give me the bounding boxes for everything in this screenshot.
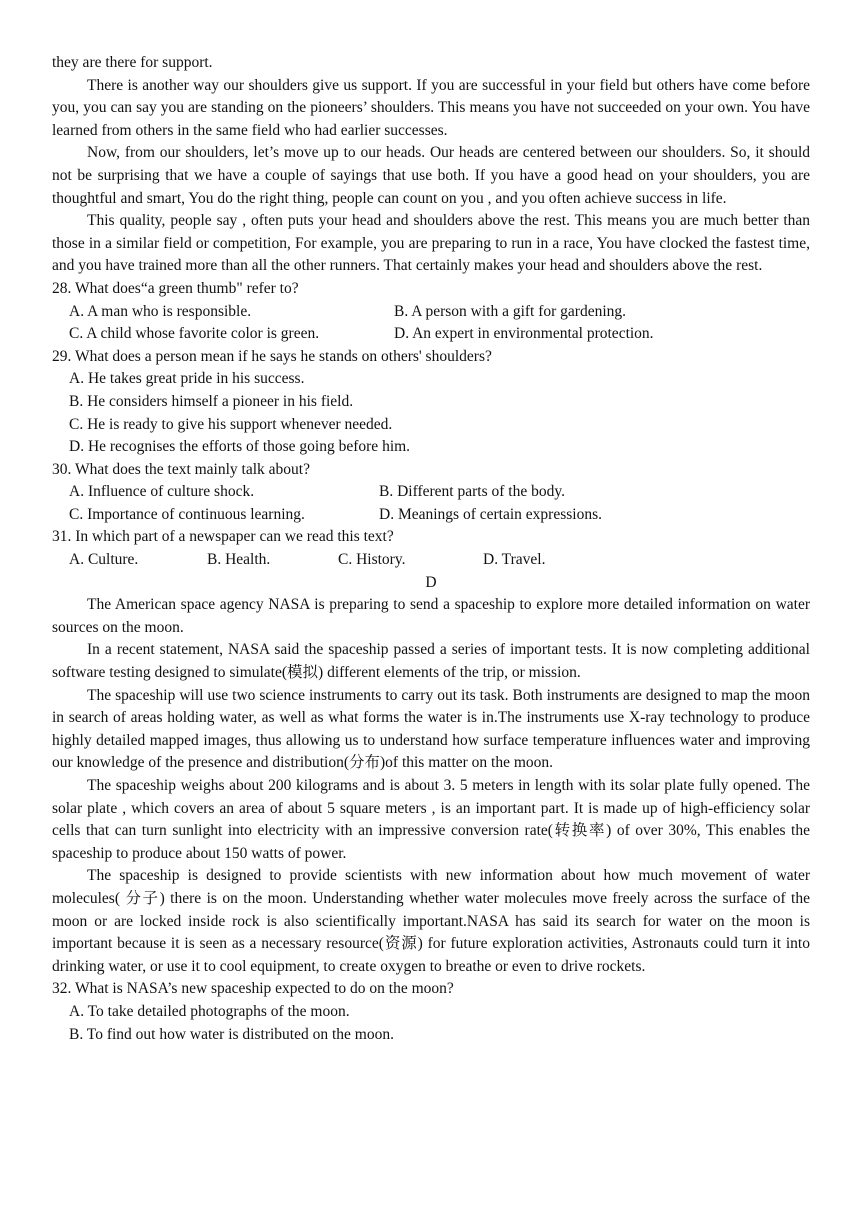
option-c[interactable]: C. History. [338,551,406,569]
question-28 [52,278,810,346]
question-stem: 31. In which part of a newspaper can we read this text? [52,528,394,546]
option-c[interactable]: C. He is ready to give his support whenever needed. [69,415,393,433]
option-a[interactable]: A. He takes great pride in his success. [69,370,305,388]
option-d[interactable]: D. Meanings of certain expressions. [379,505,602,523]
question-29 [52,346,810,459]
section-heading: D [425,573,437,591]
options [52,368,810,458]
options [52,481,810,526]
passage-c-paragraph: This quality, people say , often puts your head and shoulders above the rest. This means you are much better than those in a similar field or competition, For example, you are preparing to run in a race, You have clocked the fastest time, and you have trained more than all the other runners. That certainly makes your head and shoulders above the rest. [52,212,810,275]
question-stem: 29. What does a person mean if he says he stands on others' shoulders? [52,347,492,365]
option-c[interactable]: C. A child whose favorite color is green. [69,325,320,343]
option-b[interactable]: B. Different parts of the body. [379,483,565,501]
option-b[interactable]: B. A person with a gift for gardening. [394,302,627,320]
question-stem: 30. What does the text mainly talk about? [52,460,310,478]
question-stem: 32. What is NASA’s new spaceship expected to do on the moon? [52,980,454,998]
passage-d-paragraph: The American space agency NASA is preparing to send a spaceship to explore more detailed information on water sources on the moon. [52,596,810,636]
option-a[interactable]: A. Influence of culture shock. [69,483,255,501]
question-30 [52,459,810,527]
option-d[interactable]: D. He recognises the efforts of those going before him. [69,438,411,456]
question-31 [52,526,810,571]
passage-c-paragraph: Now, from our shoulders, let’s move up to our heads. Our heads are centered between our shoulders. So, it should not be surprising that we have a couple of sayings that use both. If you have a good head on your shoulders, you are thoughtful and smart, You do the right thing, people can count on you , and you often achieve success in life. [52,144,810,207]
options [52,549,810,572]
passage-d-paragraph: The spaceship will use two science instruments to carry out its task. Both instruments are designed to map the moon in search of areas holding water, as well as what forms the water is in.The instruments use X-ray technology to produce highly detailed mapped images, thus allowing us to understand how surface temperature influences water and improving our knowledge of the presence and distribution(分布)of this matter on the moon. [52,686,810,772]
passage-c-paragraph: There is another way our shoulders give us support. If you are successful in your field but others have come before you, you can say you are standing on the pioneers’ shoulders. This means you have not succeeded on your own. You have learned from others in the same field who had earlier successes. [52,76,810,139]
passage-d-paragraph: In a recent statement, NASA said the spaceship passed a series of important tests. It is now completing additional software testing designed to simulate(模拟) different elements of the trip, or mission. [52,641,810,682]
option-a[interactable]: A. Culture. [69,551,139,569]
option-d[interactable]: D. Travel. [483,551,546,569]
option-b[interactable]: B. Health. [207,551,271,569]
options [52,301,810,346]
option-d[interactable]: D. An expert in environmental protection. [394,325,654,343]
question-stem: 28. What does“a green thumb" refer to? [52,279,299,297]
question-32 [52,978,810,1046]
option-a[interactable]: A. To take detailed photographs of the moon. [69,1002,350,1020]
option-a[interactable]: A. A man who is responsible. [69,302,252,320]
option-b[interactable]: B. He considers himself a pioneer in his field. [69,392,354,410]
exam-page [52,52,810,1046]
passage-d-paragraph: The spaceship weighs about 200 kilograms and is about 3. 5 meters in length with its solar plate fully opened. The solar plate , which covers an area of about 5 square meters , is an important part. It is made up of high-efficiency solar cells that can turn sunlight into electricity with an impressive conversion rate(转换率) of over 30%, This enables the spaceship to produce about 150 watts of power. [52,777,810,862]
passage-c-paragraph: they are there for support. [52,54,213,71]
option-c[interactable]: C. Importance of continuous learning. [69,505,305,523]
options [52,1001,810,1046]
passage-d-paragraph: The spaceship is designed to provide scientists with new information about how much movement of water molecules( 分子) there is on the moon. Understanding whether water molecules move freely across the surface of the moon or are locked inside rock is also scientifically important.NASA has said its search for water on the moon is important because it is seen as a necessary resource(资源) for future exploration activities, Astronauts could turn it into drinking water, or use it to cool equipment, to create oxygen to breathe or even to drive rockets. [52,867,810,975]
option-b[interactable]: B. To find out how water is distributed on the moon. [69,1025,394,1043]
